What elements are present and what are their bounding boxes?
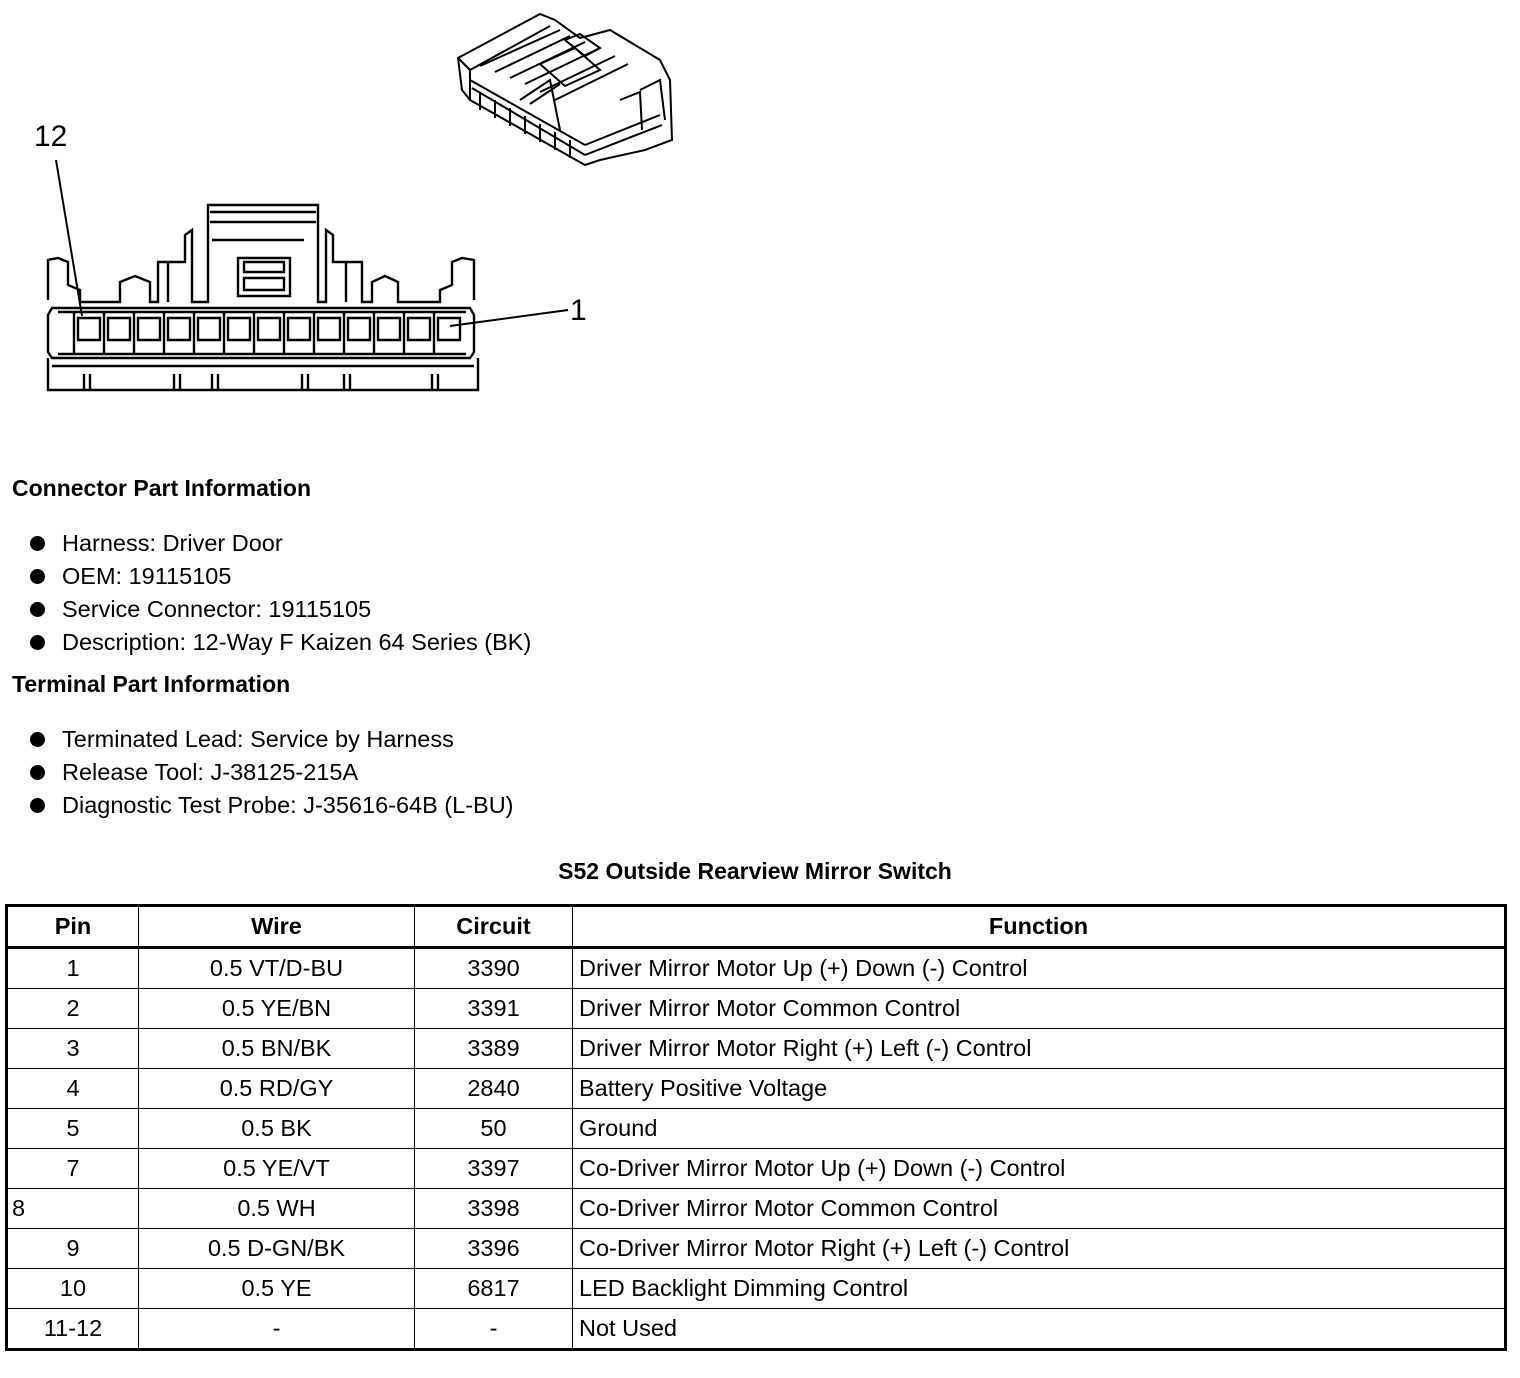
table-row [7, 1029, 1506, 1069]
table-header-row [7, 906, 1506, 948]
header-function: Function [573, 906, 1506, 948]
list-item: Service Connector: 19115105 [28, 593, 531, 626]
cell-circuit: - [415, 1309, 573, 1350]
list-item: Harness: Driver Door [28, 527, 531, 560]
cell-circuit: 3390 [415, 948, 573, 989]
bullet-icon [30, 536, 45, 551]
table-row [7, 1109, 1506, 1149]
terminal-part-info-heading: Terminal Part Information [12, 671, 291, 697]
cell-function: Battery Positive Voltage [573, 1069, 1506, 1109]
cell-wire: 0.5 YE [139, 1269, 415, 1309]
cell-function: Co-Driver Mirror Motor Right (+) Left (-) Control [573, 1229, 1506, 1269]
connector-diagram [0, 0, 700, 440]
cell-wire: 0.5 D-GN/BK [139, 1229, 415, 1269]
connector-part-info-list [28, 527, 531, 659]
list-item: Terminated Lead: Service by Harness [28, 723, 514, 756]
table-row [7, 1149, 1506, 1189]
list-item: Diagnostic Test Probe: J-35616-64B (L-BU) [28, 789, 514, 822]
cell-wire: 0.5 BN/BK [139, 1029, 415, 1069]
table-row [7, 948, 1506, 989]
pinout-table [5, 904, 1507, 1351]
table-row [7, 1069, 1506, 1109]
bullet-icon [30, 635, 45, 650]
header-circuit: Circuit [415, 906, 573, 948]
cell-wire: 0.5 WH [139, 1189, 415, 1229]
cell-wire: 0.5 RD/GY [139, 1069, 415, 1109]
table-row [7, 1269, 1506, 1309]
cell-wire: 0.5 YE/BN [139, 989, 415, 1029]
cell-function: Driver Mirror Motor Right (+) Left (-) Control [573, 1029, 1506, 1069]
bullet-icon [30, 798, 45, 813]
cell-circuit: 3389 [415, 1029, 573, 1069]
cell-function: Ground [573, 1109, 1506, 1149]
cell-pin: 5 [7, 1109, 139, 1149]
cell-pin: 7 [7, 1149, 139, 1189]
cell-circuit: 50 [415, 1109, 573, 1149]
table-row [7, 989, 1506, 1029]
table-title: S52 Outside Rearview Mirror Switch [558, 858, 952, 884]
cell-function: LED Backlight Dimming Control [573, 1269, 1506, 1309]
connector-front-view [48, 205, 478, 390]
cell-function: Co-Driver Mirror Motor Up (+) Down (-) Control [573, 1149, 1506, 1189]
bullet-icon [30, 569, 45, 584]
cell-circuit: 3397 [415, 1149, 573, 1189]
table-row [7, 1229, 1506, 1269]
list-item: OEM: 19115105 [28, 560, 531, 593]
cell-pin: 11-12 [7, 1309, 139, 1350]
cell-function: Not Used [573, 1309, 1506, 1350]
cell-wire: 0.5 VT/D-BU [139, 948, 415, 989]
cell-pin: 4 [7, 1069, 139, 1109]
header-wire: Wire [139, 906, 415, 948]
header-pin: Pin [7, 906, 139, 948]
cell-pin: 1 [7, 948, 139, 989]
cell-wire: 0.5 YE/VT [139, 1149, 415, 1189]
bullet-icon [30, 765, 45, 780]
connector-part-info-heading: Connector Part Information [12, 475, 312, 501]
cell-circuit: 6817 [415, 1269, 573, 1309]
cell-function: Co-Driver Mirror Motor Common Control [573, 1189, 1506, 1229]
cell-pin: 2 [7, 989, 139, 1029]
cell-pin: 10 [7, 1269, 139, 1309]
cell-circuit: 3396 [415, 1229, 573, 1269]
pin-12-label: 12 [34, 120, 68, 153]
pin-label-lines [56, 160, 568, 326]
table-row [7, 1309, 1506, 1350]
cell-wire: - [139, 1309, 415, 1350]
cell-pin: 3 [7, 1029, 139, 1069]
list-item: Description: 12-Way F Kaizen 64 Series (BK) [28, 626, 531, 659]
cell-circuit: 2840 [415, 1069, 573, 1109]
terminal-part-info-list [28, 723, 514, 822]
cell-wire: 0.5 BK [139, 1109, 415, 1149]
cell-circuit: 3391 [415, 989, 573, 1029]
cell-function: Driver Mirror Motor Common Control [573, 989, 1506, 1029]
connector-isometric-view [458, 14, 672, 165]
cell-pin: 8 [7, 1189, 139, 1229]
table-row [7, 1189, 1506, 1229]
cell-function: Driver Mirror Motor Up (+) Down (-) Control [573, 948, 1506, 989]
bullet-icon [30, 602, 45, 617]
pin-1-label: 1 [570, 294, 587, 327]
cell-circuit: 3398 [415, 1189, 573, 1229]
cell-pin: 9 [7, 1229, 139, 1269]
list-item: Release Tool: J-38125-215A [28, 756, 514, 789]
bullet-icon [30, 732, 45, 747]
